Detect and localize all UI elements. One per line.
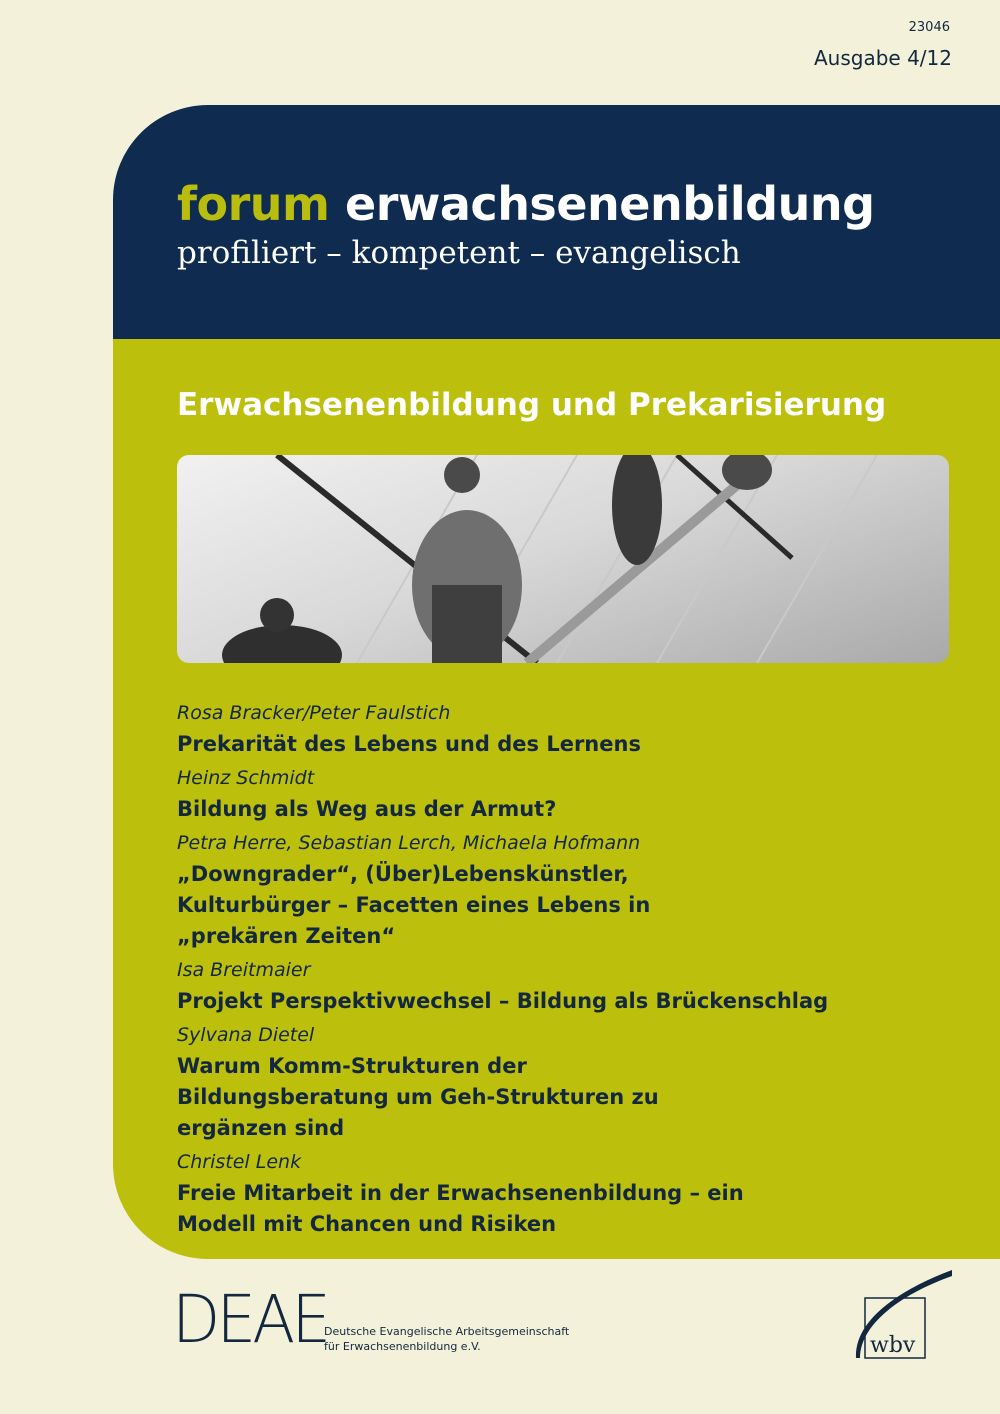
wbv-logo-text: wbv	[870, 1333, 916, 1358]
article-title: Projekt Perspektivwechsel – Bildung als Brückenschlag	[177, 989, 829, 1013]
article-title: „Downgrader“, (Über)Lebenskünstler, Kulturbürger – Facetten eines Lebens in „prekären Zeiten“	[177, 862, 651, 948]
magazine-title	[177, 177, 875, 231]
article-title: Bildung als Weg aus der Armut?	[177, 797, 557, 821]
article-title: Warum Komm-Strukturen der Bildungsberatung um Geh-Strukturen zu ergänzen sind	[177, 1054, 659, 1140]
issue-label: Ausgabe 4/12	[814, 46, 952, 70]
article-author: Isa Breitmaier	[177, 959, 311, 981]
deae-line-1: Deutsche Evangelische Arbeitsgemeinschaft	[324, 1325, 570, 1338]
deae-line-2: für Erwachsenenbildung e.V.	[324, 1340, 481, 1353]
article-item	[177, 1023, 977, 1144]
deae-logo-mark: DEAE	[172, 1281, 328, 1358]
article-item	[177, 1150, 977, 1240]
cover-photo	[177, 455, 949, 663]
title-forum: forum	[177, 177, 330, 231]
issue-theme: Erwachsenenbildung und Prekarisierung	[177, 387, 887, 423]
article-author: Sylvana Dietel	[177, 1024, 315, 1046]
article-item	[177, 958, 977, 1017]
article-item	[177, 766, 977, 825]
magazine-subtitle: profiliert – kompetent – evangelisch	[177, 235, 741, 271]
article-title: Freie Mitarbeit in der Erwachsenenbildung – ein Modell mit Chancen und Risiken	[177, 1181, 744, 1236]
masthead	[113, 105, 1000, 339]
article-item	[177, 831, 977, 952]
article-list	[177, 695, 977, 1240]
wbv-logo	[844, 1268, 954, 1368]
article-title: Prekarität des Lebens und des Lernens	[177, 732, 641, 756]
content-panel	[113, 339, 1000, 1259]
issue-number: 23046	[908, 20, 950, 35]
article-author: Christel Lenk	[177, 1151, 302, 1173]
title-main: erwachsenenbildung	[345, 177, 875, 231]
article-author: Rosa Bracker/Peter Faulstich	[177, 702, 451, 724]
article-author: Heinz Schmidt	[177, 767, 315, 789]
article-item	[177, 701, 977, 760]
deae-logo	[172, 1281, 570, 1358]
deae-description	[324, 1324, 569, 1354]
article-author: Petra Herre, Sebastian Lerch, Michaela Hofmann	[177, 832, 641, 854]
